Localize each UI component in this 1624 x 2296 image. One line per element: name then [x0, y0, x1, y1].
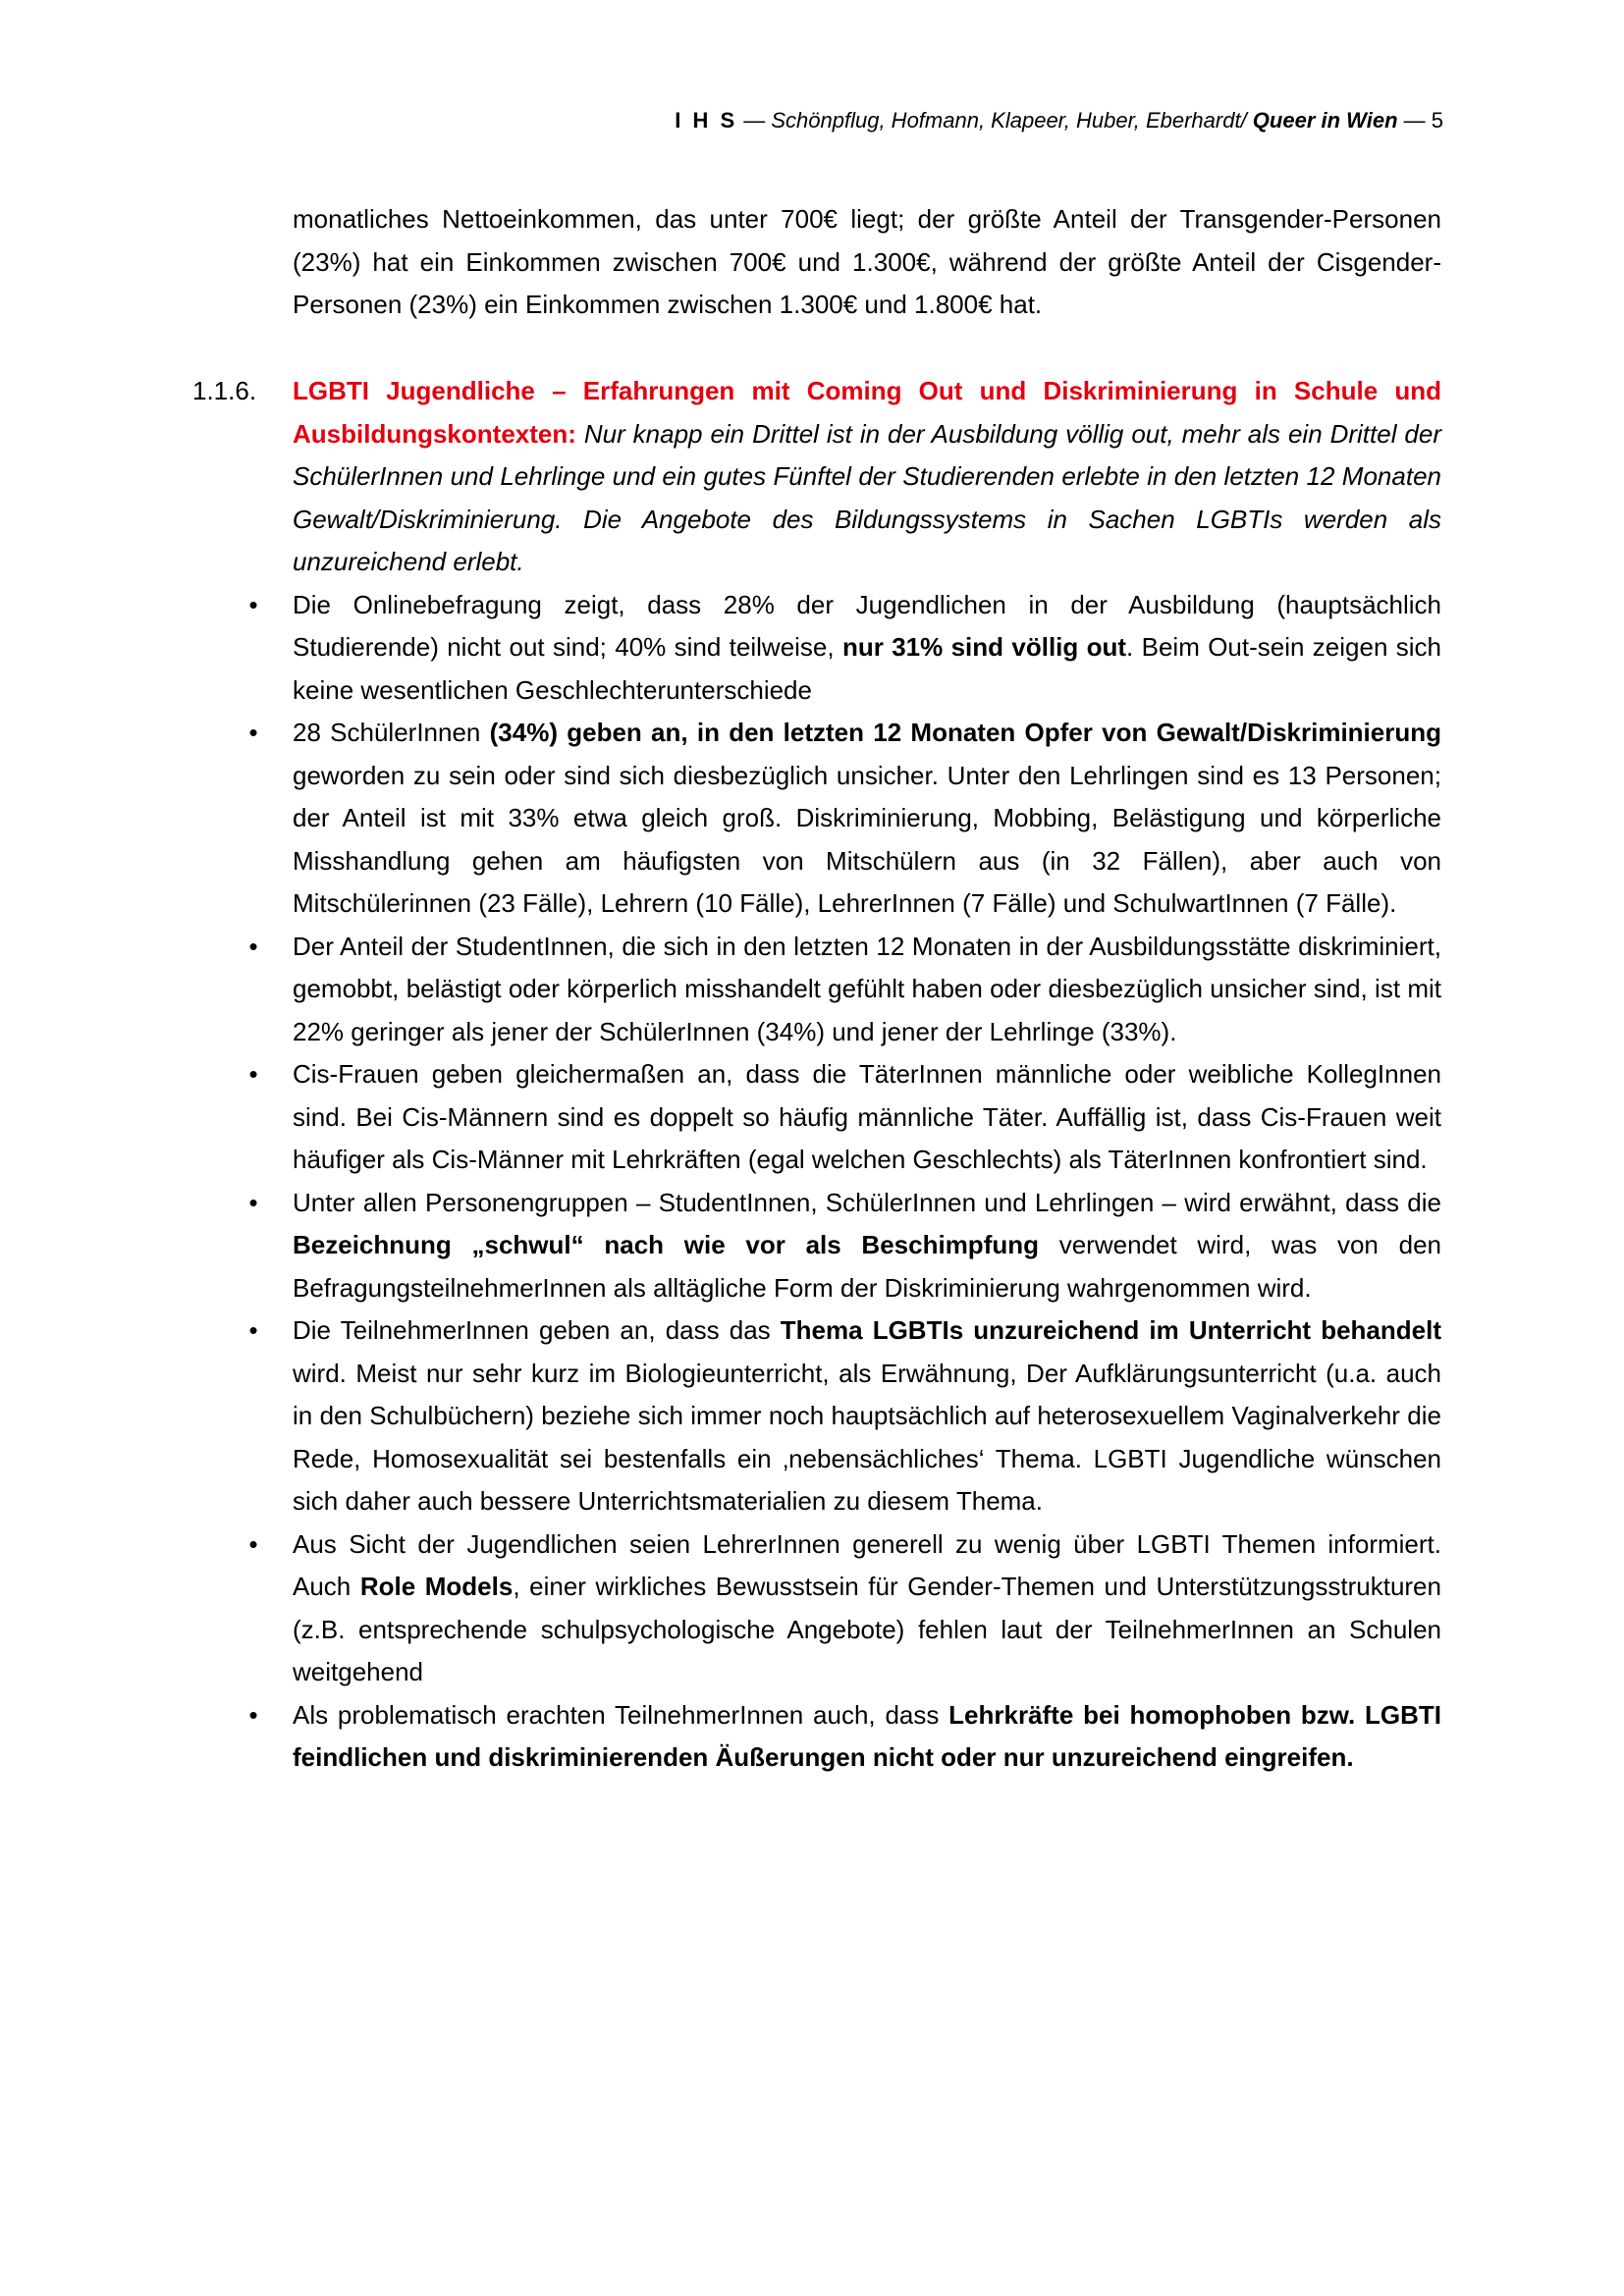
header-separator-2: —	[1397, 108, 1432, 133]
section-heading	[293, 370, 1441, 584]
list-item-text-end: verwendet wird, was von den BefragungsteilnehmerInnen als alltägliche Form der Diskriminierung wahrgenommen wird.	[293, 1230, 1441, 1303]
list-item-emphasis: Thema LGBTIs unzureichend im Unterricht behandelt	[780, 1315, 1442, 1345]
list-item-emphasis: (34%) geben an, in den letzten 12 Monaten Opfer von Gewalt/Diskriminierung	[489, 718, 1442, 747]
list-item-text: 28 SchülerInnen	[293, 718, 490, 747]
bullet-icon: •	[248, 1528, 258, 1559]
bullet-icon: •	[248, 589, 258, 619]
list-item-emphasis: Lehrkräfte bei homophoben bzw. LGBTI feindlichen und diskriminierenden Äußerungen nicht oder nur unzureichend eingreifen.	[293, 1699, 1442, 1772]
list-item-text-end: geworden zu sein oder sind sich diesbezüglich unsicher. Unter den Lehrlingen sind es 13 Personen; der Anteil ist mit 33% etwa gleich groß. Diskriminierung, Mobbing, Belästigung und körperliche Misshandlung gehen am häufigsten von Mitschülern aus (in 32 Fällen), aber auch von Mitschülerinnen (23 Fälle), Lehrern (10 Fälle), LehrerInnen (7 Fälle) und SchulwartInnen (7 Fälle).	[293, 760, 1441, 918]
list-item-emphasis: Role Models	[359, 1572, 514, 1601]
list-item-text: Als problematisch erachten TeilnehmerInnen auch, dass	[293, 1699, 949, 1730]
list-item-emphasis: nur 31% sind völlig out	[841, 632, 1127, 662]
bullet-list	[248, 584, 1442, 1780]
list-item	[248, 1523, 1441, 1694]
bullet-icon: •	[248, 931, 258, 961]
list-item-text: Die Onlinebefragung zeigt, dass 28% der Jugendlichen in der Ausbildung (hauptsächlich Studierende) nicht out sind; 40% sind teilweise,	[293, 589, 1441, 662]
list-item	[248, 1053, 1441, 1182]
list-item	[248, 1309, 1442, 1523]
header-ihs: I H S	[675, 108, 738, 133]
list-item-text: Cis-Frauen geben gleichermaßen an, dass die TäterInnen männliche oder weibliche KollegInnen sind. Bei Cis-Männern sind es doppelt so häufig männliche Täter. Auffällig ist, dass Cis-Frauen weit häufiger als Cis-Männer mit Lehrkräften (egal welchen Geschlechts) als TäterInnen konfrontiert sind.	[293, 1059, 1441, 1174]
list-item	[248, 926, 1441, 1054]
section-1-1-6	[192, 370, 1442, 1780]
list-item	[248, 1182, 1441, 1310]
list-item-text-end: , einer wirkliches Bewusstsein für Gender-Themen und Unterstützungsstrukturen (z.B. entsprechende schulpsychologische Angebote) fehlen laut der TeilnehmerInnen an Schulen weitgehend	[293, 1572, 1441, 1686]
bullet-icon: •	[248, 1187, 258, 1217]
list-item-text: Die TeilnehmerInnen geben an, dass das	[293, 1315, 781, 1345]
intro-paragraph: monatliches Nettoeinkommen, das unter 700€ liegt; der größte Anteil der Transgender-Personen (23%) hat ein Einkommen zwischen 700€ und 1.300€, während der größte Anteil der Cisgender-Personen (23%) ein Einkommen zwischen 1.300€ und 1.800€ hat.	[293, 204, 1441, 319]
bullet-icon: •	[248, 1059, 258, 1089]
list-item-text: Aus Sicht der Jugendlichen seien LehrerInnen generell zu wenig über LGBTI Themen informiert. Auch	[293, 1528, 1441, 1601]
list-item-text-end: . Beim Out-sein zeigen sich keine wesentlichen Geschlechterunterschiede	[293, 632, 1442, 705]
bullet-icon: •	[248, 1315, 258, 1345]
list-item-text: Der Anteil der StudentInnen, die sich in den letzten 12 Monaten in der Ausbildungsstätte diskriminiert, gemobbt, belästigt oder körperlich misshandelt gefühlt haben oder diesbezüglich unsicher sind, ist mit 22% geringer als jener der SchülerInnen (34%) und jener der Lehrlinge (33%).	[293, 931, 1441, 1046]
list-item	[248, 584, 1442, 713]
page-number: 5	[1431, 108, 1443, 133]
header-separator: —	[737, 108, 772, 133]
list-item	[248, 712, 1442, 926]
page-header	[675, 106, 1443, 135]
header-authors: Schönpflug, Hofmann, Klapeer, Huber, Eberhardt/	[771, 108, 1253, 133]
list-item-emphasis: Bezeichnung „schwul“ nach wie vor als Beschimpfung	[293, 1230, 1039, 1259]
section-summary: Nur knapp ein Drittel ist in der Ausbildung völlig out, mehr als ein Drittel der SchülerInnen und Lehrlinge und ein gutes Fünftel der Studierenden erlebte in den letzten 12 Monaten Gewalt/Diskriminierung. Die Angebote des Bildungssystems in Sachen LGBTIs werden als unzureichend erlebt.	[293, 418, 1441, 576]
list-item-text-end: wird. Meist nur sehr kurz im Biologieunterricht, als Erwähnung, Der Aufklärungsunterricht (u.a. auch in den Schulbüchern) beziehe sich immer noch hauptsächlich auf heterosexuellem Vaginalverkehr die Rede, Homosexualität sei bestenfalls ein ‚nebensächliches‘ Thema. LGBTI Jugendliche wünschen sich daher auch bessere Unterrichtsmaterialien zu diesem Thema.	[293, 1358, 1441, 1516]
list-item-text: Unter allen Personengruppen – StudentInnen, SchülerInnen und Lehrlingen – wird erwähnt, dass die	[293, 1187, 1441, 1217]
bullet-icon: •	[248, 1699, 258, 1730]
bullet-icon: •	[248, 718, 258, 747]
list-item	[248, 1694, 1442, 1780]
section-number: 1.1.6.	[192, 376, 257, 405]
section-title: LGBTI Jugendliche – Erfahrungen mit Coming Out und Diskriminierung in Schule und Ausbildungskontexten:	[293, 376, 1441, 449]
header-title: Queer in Wien	[1252, 108, 1398, 133]
